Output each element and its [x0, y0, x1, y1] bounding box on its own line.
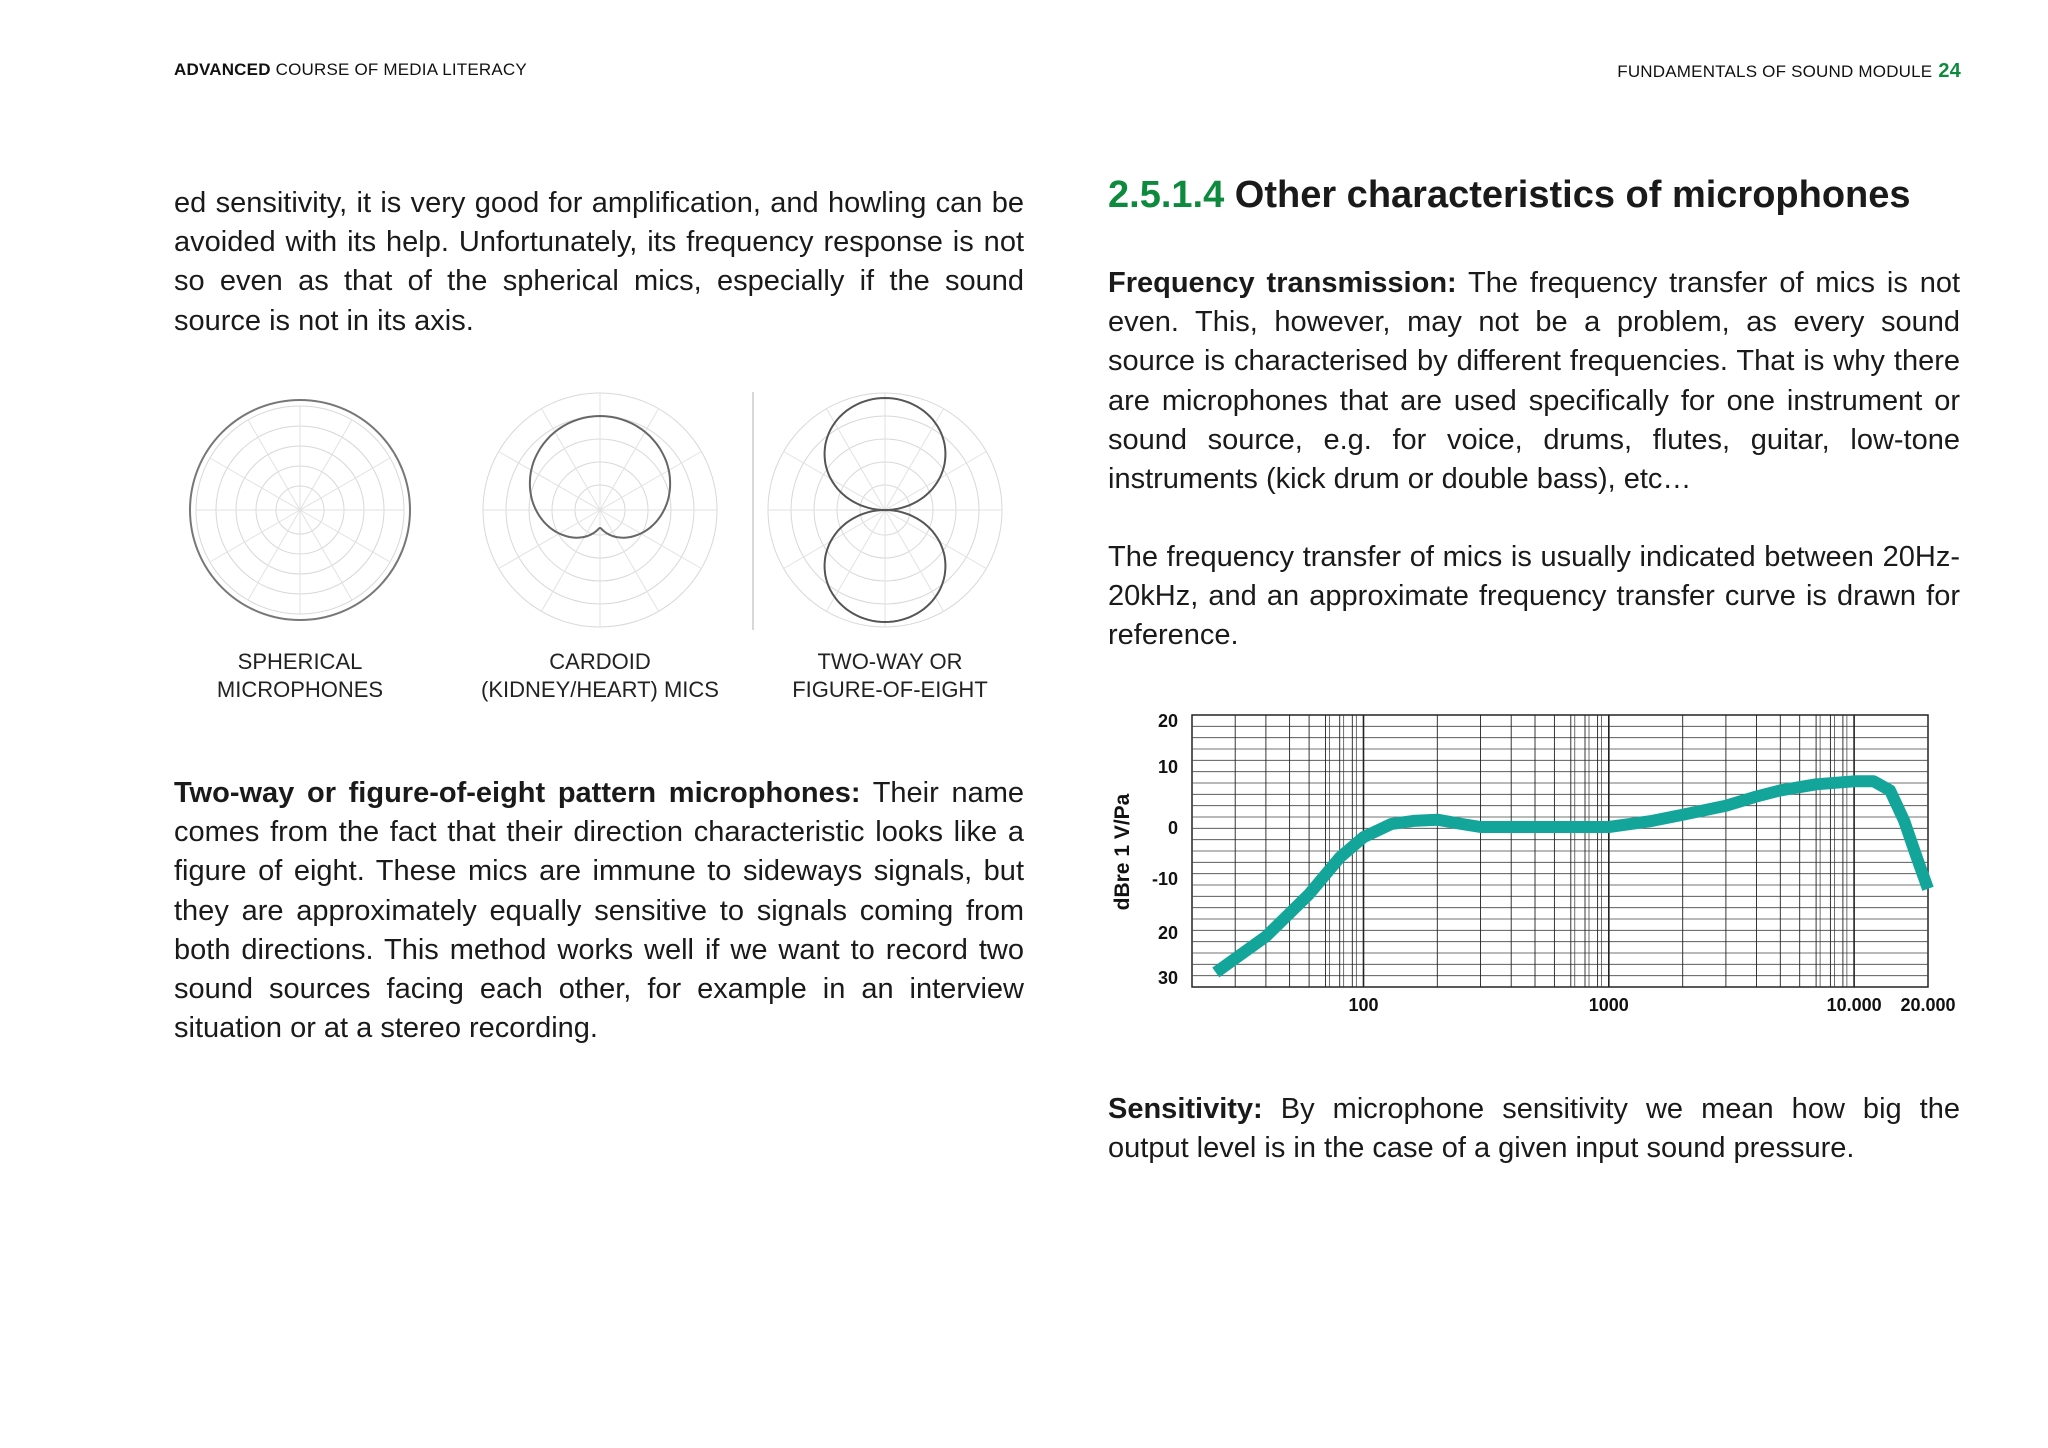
section-heading — [1108, 174, 1988, 217]
sensitivity-term: Sensitivity: — [1108, 1093, 1263, 1125]
section-title-text: Other characteristics of microphones — [1224, 174, 1911, 216]
header-course-bold: ADVANCED — [174, 60, 271, 79]
x-tick-label: 1000 — [1588, 995, 1629, 1015]
y-tick-label: 10 — [1157, 757, 1178, 777]
left-column-figure-eight — [174, 774, 1024, 1048]
y-tick-label: 30 — [1157, 968, 1178, 988]
caption-figure-eight: TWO-WAY OR FIGURE-OF-EIGHT — [792, 649, 988, 702]
running-header-right — [1617, 60, 1961, 83]
sensitivity-text: By microphone sensitivity we mean how big the output level is in the case of a given input sound pressure. — [1108, 1093, 1960, 1165]
right-column-frequency — [1108, 264, 1960, 499]
left-column-intro — [174, 184, 1024, 341]
right-column-frequency-2 — [1108, 538, 1960, 656]
polar-figure-eight — [768, 393, 1002, 627]
figure-eight-text: Their name comes from the fact that their direction characteristic looks like a figure of eight. These mics are immune to sideways signals, but they are approximately equally sensitive to signals coming from both directions. This method works well if we want to record two sound sources facing each other, for example in an interview situation or at a stereo recording. — [174, 777, 1024, 1045]
right-column-sensitivity — [1108, 1090, 1960, 1168]
frequency-paragraph — [1108, 264, 1960, 499]
frequency-response-line — [1216, 781, 1928, 972]
header-module: FUNDAMENTALS OF SOUND MODULE — [1617, 62, 1933, 81]
x-tick-label: 20.000 — [1900, 995, 1956, 1015]
figure-eight-paragraph — [174, 774, 1024, 1048]
y-tick-label: 20 — [1157, 923, 1178, 943]
y-tick-label: -10 — [1151, 869, 1178, 889]
intro-paragraph: ed sensitivity, it is very good for amplification, and howling can be avoided with its help. Unfortunately, its frequency response is not so even as that of the spherical mics, especially if the sound source is not in its axis. — [174, 187, 1024, 337]
sensitivity-paragraph — [1108, 1090, 1960, 1168]
y-tick-label: 0 — [1167, 818, 1178, 838]
frequency-response-chart — [1100, 700, 1960, 1030]
y-axis-label: dBre 1 V/Pa — [1111, 793, 1134, 911]
polar-spherical — [190, 400, 410, 620]
figure-eight-term: Two-way or figure-of-eight pattern microphones: — [174, 777, 861, 809]
caption-cardioid: CARDOID (KIDNEY/HEART) MICS — [481, 649, 719, 702]
section-number: 2.5.1.4 — [1108, 174, 1225, 216]
x-tick-label: 10.000 — [1826, 995, 1882, 1015]
frequency-paragraph-2: The frequency transfer of mics is usually indicated between 20Hz-20kHz, and an approximate frequency transfer curve is drawn for reference. — [1108, 541, 1960, 652]
frequency-text: The frequency transfer of mics is not even. This, however, may not be a problem, as every sound source is characterised by different frequencies. That is why there are microphones that are used specifically for one instrument or sound source, e.g. for voice, drums, flutes, guitar, low-tone instruments (kick drum or double bass), etc… — [1108, 267, 1961, 496]
page-number: 24 — [1938, 60, 1961, 82]
running-header-left — [174, 60, 527, 80]
frequency-term: Frequency transmission: — [1108, 267, 1457, 299]
polar-cardioid — [483, 393, 717, 627]
header-course-rest: COURSE OF MEDIA LITERACY — [270, 60, 527, 79]
y-tick-label: 20 — [1157, 711, 1178, 731]
x-tick-label: 100 — [1348, 995, 1379, 1015]
caption-spherical: SPHERICAL MICROPHONES — [216, 649, 384, 702]
polar-pattern-figures — [170, 380, 1030, 640]
